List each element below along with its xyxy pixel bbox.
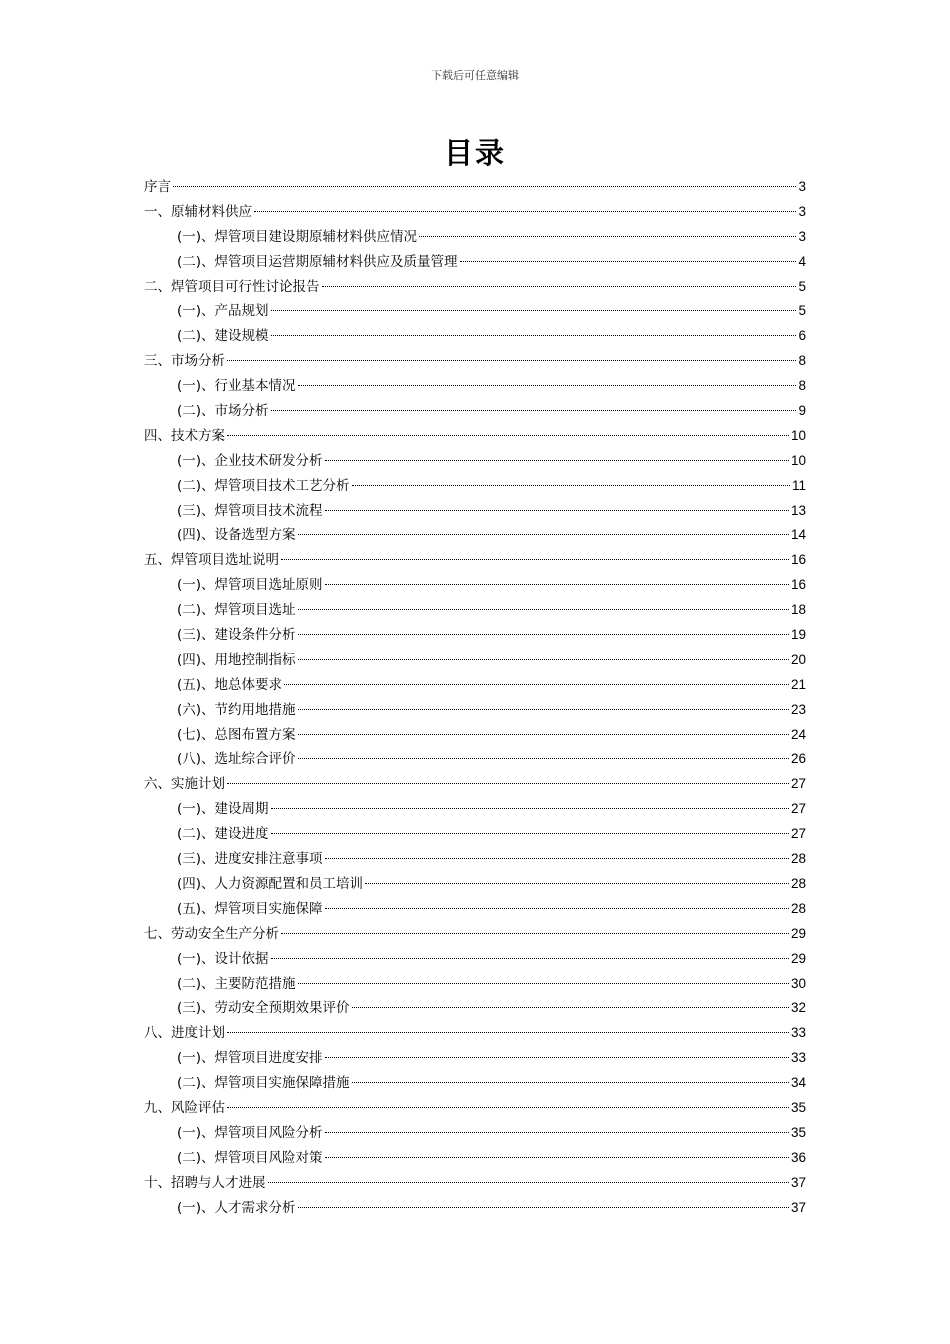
toc-section-entry[interactable] xyxy=(144,698,806,723)
toc-section-entry[interactable] xyxy=(144,299,806,324)
toc-dot-leader xyxy=(227,360,796,361)
toc-entry-text: (二)、焊管项目技术工艺分析 xyxy=(177,477,350,494)
toc-chapter-entry[interactable] xyxy=(144,1021,806,1046)
toc-dot-leader xyxy=(281,933,789,934)
toc-entry-text: (一)、焊管项目建设期原辅材料供应情况 xyxy=(177,228,418,245)
toc-dot-leader xyxy=(271,833,789,834)
toc-dot-leader xyxy=(271,958,789,959)
toc-section-entry[interactable] xyxy=(144,996,806,1021)
toc-chapter-entry[interactable] xyxy=(144,175,806,200)
toc-page-number: 27 xyxy=(790,776,806,792)
toc-entry-text: (一)、行业基本情况 xyxy=(177,378,296,395)
toc-entry-text: (五)、焊管项目实施保障 xyxy=(177,900,323,917)
toc-dot-leader xyxy=(284,684,789,685)
toc-page-number: 13 xyxy=(790,502,806,518)
toc-entry-text: (四)、人力资源配置和员工培训 xyxy=(177,875,364,892)
table-of-contents xyxy=(144,175,806,1220)
toc-entry-text: (八)、选址综合评价 xyxy=(177,751,296,768)
toc-entry-text: (二)、焊管项目选址 xyxy=(177,602,296,619)
toc-entry-text: (二)、主要防范措施 xyxy=(177,975,296,992)
toc-section-entry[interactable] xyxy=(144,225,806,250)
toc-dot-leader xyxy=(352,485,790,486)
toc-section-entry[interactable] xyxy=(144,797,806,822)
toc-section-entry[interactable] xyxy=(144,1196,806,1221)
toc-page-number: 6 xyxy=(798,328,806,344)
toc-dot-leader xyxy=(227,1032,789,1033)
toc-page-number: 34 xyxy=(790,1075,806,1091)
toc-entry-text: 一、原辅材料供应 xyxy=(144,203,252,220)
toc-entry-text: (二)、焊管项目实施保障措施 xyxy=(177,1075,350,1092)
toc-entry-text: (三)、焊管项目技术流程 xyxy=(177,502,323,519)
toc-entry-text: 五、焊管项目选址说明 xyxy=(144,552,279,569)
toc-page-number: 29 xyxy=(790,950,806,966)
toc-dot-leader xyxy=(325,584,789,585)
toc-page-number: 29 xyxy=(790,925,806,941)
toc-section-entry[interactable] xyxy=(144,747,806,772)
toc-page-number: 3 xyxy=(798,228,806,244)
toc-section-entry[interactable] xyxy=(144,673,806,698)
toc-entry-text: (一)、建设周期 xyxy=(177,801,269,818)
toc-dot-leader xyxy=(298,609,789,610)
toc-page-number: 35 xyxy=(790,1099,806,1115)
toc-dot-leader xyxy=(227,435,789,436)
toc-page-number: 20 xyxy=(790,651,806,667)
toc-page-number: 23 xyxy=(790,701,806,717)
toc-entry-text: (一)、产品规划 xyxy=(177,303,269,320)
toc-entry-text: (三)、进度安排注意事项 xyxy=(177,851,323,868)
toc-entry-text: (二)、建设进度 xyxy=(177,826,269,843)
toc-section-entry[interactable] xyxy=(144,1046,806,1071)
toc-section-entry[interactable] xyxy=(144,872,806,897)
toc-entry-text: 八、进度计划 xyxy=(144,1025,225,1042)
toc-entry-text: (一)、企业技术研发分析 xyxy=(177,452,323,469)
toc-page-number: 11 xyxy=(791,477,806,493)
toc-page-number: 14 xyxy=(790,527,806,543)
toc-section-entry[interactable] xyxy=(144,474,806,499)
toc-section-entry[interactable] xyxy=(144,374,806,399)
toc-page-number: 28 xyxy=(790,851,806,867)
toc-entry-text: (一)、焊管项目风险分析 xyxy=(177,1124,323,1141)
toc-dot-leader xyxy=(322,286,797,287)
toc-page-number: 3 xyxy=(798,203,806,219)
toc-section-entry[interactable] xyxy=(144,449,806,474)
toc-entry-text: (二)、焊管项目运营期原辅材料供应及质量管理 xyxy=(177,253,458,270)
toc-dot-leader xyxy=(352,1007,789,1008)
toc-chapter-entry[interactable] xyxy=(144,424,806,449)
toc-page-number: 16 xyxy=(790,552,806,568)
toc-entry-text: (一)、焊管项目选址原则 xyxy=(177,577,323,594)
toc-page-number: 5 xyxy=(798,303,806,319)
toc-entry-text: 二、焊管项目可行性讨论报告 xyxy=(144,278,320,295)
toc-chapter-entry[interactable] xyxy=(144,1096,806,1121)
toc-entry-text: 三、市场分析 xyxy=(144,353,225,370)
toc-entry-text: 序言 xyxy=(144,179,171,195)
toc-chapter-entry[interactable] xyxy=(144,349,806,374)
toc-page-number: 27 xyxy=(790,801,806,817)
toc-section-entry[interactable] xyxy=(144,499,806,524)
toc-dot-leader xyxy=(271,310,797,311)
page-header-note: 下载后可任意编辑 xyxy=(431,69,519,82)
toc-entry-text: (三)、建设条件分析 xyxy=(177,627,296,644)
toc-entry-text: (一)、人才需求分析 xyxy=(177,1199,296,1216)
toc-entry-text: (一)、设计依据 xyxy=(177,950,269,967)
toc-dot-leader xyxy=(325,460,789,461)
toc-dot-leader xyxy=(271,410,797,411)
toc-entry-text: (二)、市场分析 xyxy=(177,403,269,420)
toc-dot-leader xyxy=(460,261,797,262)
toc-page-number: 36 xyxy=(790,1149,806,1165)
toc-page-number: 21 xyxy=(790,676,806,692)
toc-section-entry[interactable] xyxy=(144,897,806,922)
toc-page-number: 5 xyxy=(798,278,806,294)
toc-page-number: 28 xyxy=(790,900,806,916)
toc-dot-leader xyxy=(254,211,796,212)
toc-page-number: 8 xyxy=(798,378,806,394)
toc-section-entry[interactable] xyxy=(144,723,806,748)
toc-page-number: 19 xyxy=(790,627,806,643)
toc-chapter-entry[interactable] xyxy=(144,1171,806,1196)
toc-section-entry[interactable] xyxy=(144,822,806,847)
toc-entry-text: (四)、设备选型方案 xyxy=(177,527,296,544)
toc-dot-leader xyxy=(298,659,789,660)
toc-entry-text: 六、实施计划 xyxy=(144,776,225,793)
toc-section-entry[interactable] xyxy=(144,399,806,424)
toc-section-entry[interactable] xyxy=(144,573,806,598)
toc-dot-leader xyxy=(173,186,796,187)
toc-dot-leader xyxy=(325,1132,789,1133)
toc-entry-text: (二)、建设规模 xyxy=(177,328,269,345)
toc-dot-leader xyxy=(365,883,789,884)
toc-page-number: 28 xyxy=(790,875,806,891)
toc-dot-leader xyxy=(271,335,797,336)
toc-dot-leader xyxy=(271,808,789,809)
toc-entry-text: 七、劳动安全生产分析 xyxy=(144,925,279,942)
toc-entry-text: (二)、焊管项目风险对策 xyxy=(177,1149,323,1166)
toc-section-entry[interactable] xyxy=(144,1146,806,1171)
toc-dot-leader xyxy=(298,758,789,759)
toc-section-entry[interactable] xyxy=(144,972,806,997)
toc-dot-leader xyxy=(298,534,789,535)
toc-dot-leader xyxy=(227,1107,789,1108)
toc-page-number: 32 xyxy=(790,1000,806,1016)
toc-entry-text: 十、招聘与人才进展 xyxy=(144,1174,266,1191)
toc-dot-leader xyxy=(325,510,789,511)
toc-section-entry[interactable] xyxy=(144,598,806,623)
toc-section-entry[interactable] xyxy=(144,947,806,972)
toc-entry-text: (五)、地总体要求 xyxy=(177,676,283,693)
toc-entry-text: (四)、用地控制指标 xyxy=(177,651,296,668)
toc-section-entry[interactable] xyxy=(144,1071,806,1096)
toc-section-entry[interactable] xyxy=(144,648,806,673)
toc-page-number: 16 xyxy=(790,577,806,593)
toc-section-entry[interactable] xyxy=(144,1121,806,1146)
toc-page-number: 26 xyxy=(790,751,806,767)
toc-page-number: 18 xyxy=(790,602,806,618)
toc-page-number: 10 xyxy=(790,452,806,468)
toc-page-number: 30 xyxy=(790,975,806,991)
toc-dot-leader xyxy=(325,908,789,909)
toc-chapter-entry[interactable] xyxy=(144,548,806,573)
toc-dot-leader xyxy=(298,983,789,984)
toc-chapter-entry[interactable] xyxy=(144,772,806,797)
toc-dot-leader xyxy=(298,385,797,386)
toc-page-number: 9 xyxy=(798,403,806,419)
toc-page-number: 10 xyxy=(790,427,806,443)
toc-dot-leader xyxy=(325,858,789,859)
toc-entry-text: (三)、劳动安全预期效果评价 xyxy=(177,1000,350,1017)
toc-dot-leader xyxy=(281,559,789,560)
toc-dot-leader xyxy=(268,1182,789,1183)
toc-page-number: 37 xyxy=(790,1174,806,1190)
toc-entry-text: (七)、总图布置方案 xyxy=(177,726,296,743)
toc-dot-leader xyxy=(227,783,789,784)
toc-page-number: 27 xyxy=(790,826,806,842)
toc-page-number: 24 xyxy=(790,726,806,742)
toc-dot-leader xyxy=(325,1057,789,1058)
toc-page-number: 4 xyxy=(798,253,806,269)
toc-page-number: 3 xyxy=(798,179,806,194)
toc-dot-leader xyxy=(298,709,789,710)
toc-chapter-entry[interactable] xyxy=(144,922,806,947)
toc-entry-text: (一)、焊管项目进度安排 xyxy=(177,1050,323,1067)
toc-chapter-entry[interactable] xyxy=(144,275,806,300)
toc-page-number: 33 xyxy=(790,1025,806,1041)
toc-page-number: 8 xyxy=(798,353,806,369)
toc-title: 目录 xyxy=(443,136,506,170)
toc-dot-leader xyxy=(352,1082,789,1083)
toc-dot-leader xyxy=(419,236,796,237)
toc-entry-text: 四、技术方案 xyxy=(144,427,225,444)
toc-section-entry[interactable] xyxy=(144,250,806,275)
toc-dot-leader xyxy=(298,1207,789,1208)
toc-dot-leader xyxy=(298,734,789,735)
toc-page-number: 33 xyxy=(790,1050,806,1066)
toc-page-number: 37 xyxy=(790,1199,806,1215)
toc-entry-text: 九、风险评估 xyxy=(144,1099,225,1116)
toc-section-entry[interactable] xyxy=(144,847,806,872)
toc-dot-leader xyxy=(298,634,789,635)
toc-section-entry[interactable] xyxy=(144,324,806,349)
toc-section-entry[interactable] xyxy=(144,623,806,648)
toc-chapter-entry[interactable] xyxy=(144,200,806,225)
toc-section-entry[interactable] xyxy=(144,523,806,548)
toc-page-number: 35 xyxy=(790,1124,806,1140)
toc-dot-leader xyxy=(325,1157,789,1158)
toc-entry-text: (六)、节约用地措施 xyxy=(177,701,296,718)
